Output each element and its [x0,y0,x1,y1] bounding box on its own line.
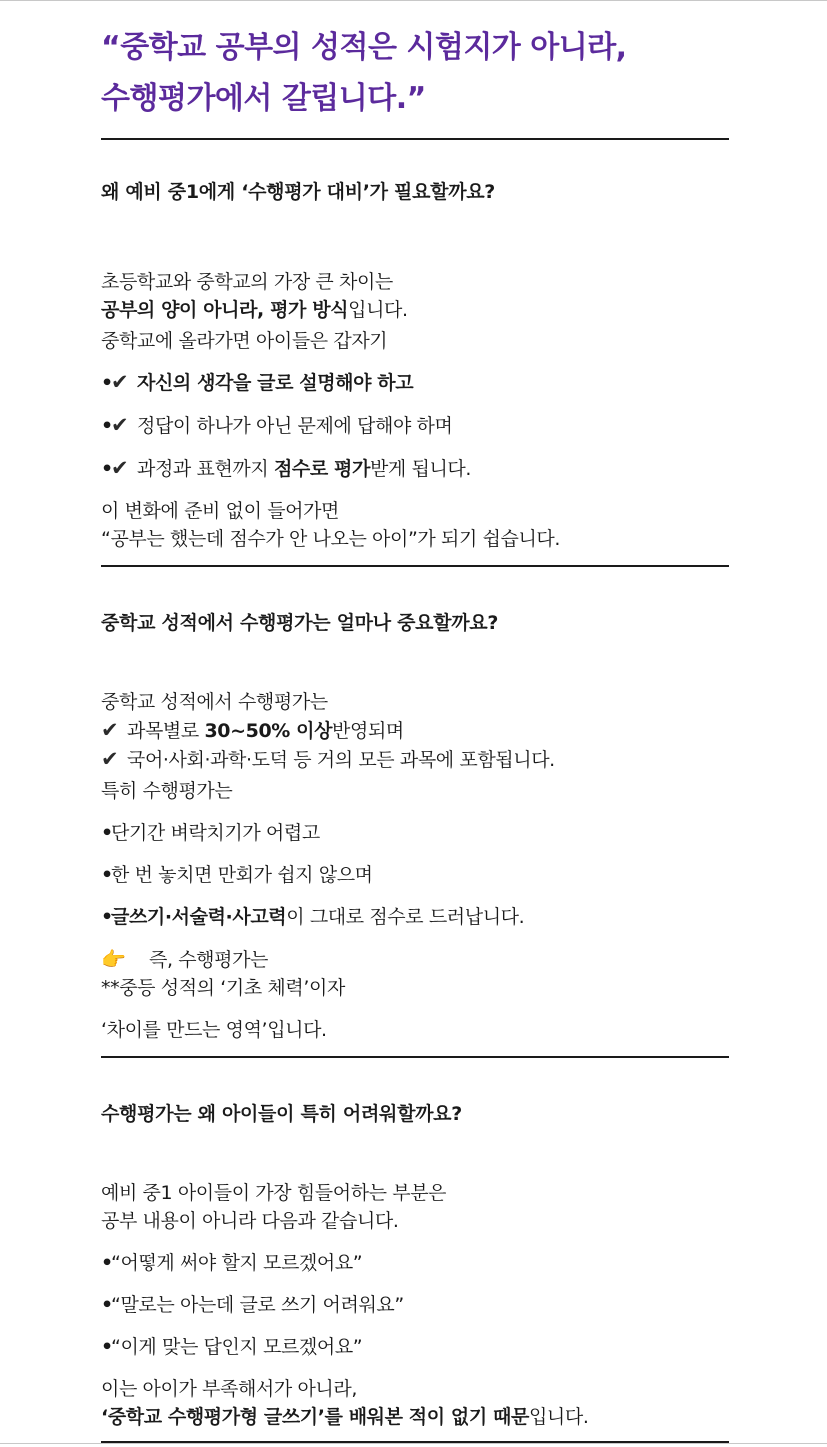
checkmark-icon: ✔ [101,747,119,771]
bullet-icon: • [101,372,113,394]
bullet-icon: • [101,906,113,928]
section-why-difficult [101,1058,731,1441]
paragraph: “공부는 했는데 점수가 안 나오는 아이”가 되기 쉽습니다. [101,528,560,550]
paragraph: 공부 내용이 아니라 다음과 같습니다. [101,1210,399,1232]
paragraph: ‘차이를 만드는 영역’입니다. [101,1019,327,1041]
bullet-icon: • [101,1336,113,1358]
paragraph: 이 변화에 준비 없이 들어가면 [101,500,340,522]
paragraph: **중등 성적의 ‘기초 체력’이자 [101,977,345,999]
paragraph: 특히 수행평가는 [101,780,233,802]
bottom-divider [0,1443,827,1444]
list-item: •“어떻게 써야 할지 모르겠어요” [101,1249,731,1277]
headline [101,0,731,124]
paragraph: 중학교에 올라가면 아이들은 갑자기 [101,330,388,352]
emphasis-text: 공부의 양이 아니라, 평가 방식 [101,299,349,321]
checkmark-icon: ✔ [111,370,129,394]
pointing-hand-icon: 👉 [101,947,126,971]
paragraph: 이는 아이가 부족해서가 아니라, [101,1378,357,1400]
checkmark-icon: ✔ [111,456,129,480]
bullet-icon: • [101,1294,113,1316]
section-importance [101,567,731,1056]
checkmark-icon: ✔ [101,718,119,742]
bullet-icon: • [101,1252,113,1274]
check-item: ✔ 국어·사회·과학·도덕 등 거의 모든 과목에 포함됩니다. [101,747,555,771]
headline-line-1: “중학교 공부의 성적은 시험지가 아니라, [101,30,627,65]
paragraph: 👉 즉, 수행평가는 [101,947,269,971]
bullet-icon: • [101,415,113,437]
list-item: •단기간 벼락치기가 어렵고 [101,819,731,847]
list-item: •✔ 자신의 생각을 글로 설명해야 하고 [101,368,731,397]
section-title: 왜 예비 중1에게 ‘수행평가 대비’가 필요할까요? [101,181,496,203]
list-item: •“말로는 아는데 글로 쓰기 어려워요” [101,1291,731,1319]
list-item: •✔ 과정과 표현까지 점수로 평가받게 됩니다. [101,454,731,483]
article [101,0,731,1443]
list-item: •“이게 맞는 답인지 모르겠어요” [101,1333,731,1361]
check-item: ✔ 과목별로 30~50% 이상반영되며 [101,718,404,742]
paragraph: 중학교 성적에서 수행평가는 [101,691,328,713]
bullet-icon: • [101,864,113,886]
section-why-needed [101,140,731,565]
paragraph: ‘중학교 수행평가형 글쓰기’를 배워본 적이 없기 때문입니다. [101,1406,589,1428]
paragraph: 예비 중1 아이들이 가장 힘들어하는 부분은 [101,1182,447,1204]
section-title: 수행평가는 왜 아이들이 특히 어려워할까요? [101,1103,462,1125]
list-item: •✔ 정답이 하나가 아닌 문제에 답해야 하며 [101,411,731,440]
headline-line-2: 수행평가에서 갈립니다.” [101,81,426,116]
emphasis-text: ‘중학교 수행평가형 글쓰기’를 배워본 적이 없기 때문 [101,1406,529,1428]
section-title: 중학교 성적에서 수행평가는 얼마나 중요할까요? [101,612,499,634]
paragraph: 초등학교와 중학교의 가장 큰 차이는 [101,271,393,293]
list-item: •글쓰기·서술력·사고력이 그대로 점수로 드러납니다. [101,903,731,931]
paragraph: 공부의 양이 아니라, 평가 방식입니다. [101,299,408,321]
bullet-icon: • [101,822,113,844]
checkmark-icon: ✔ [111,413,129,437]
list-item: •한 번 놓치면 만회가 쉽지 않으며 [101,861,731,889]
bullet-icon: • [101,458,113,480]
